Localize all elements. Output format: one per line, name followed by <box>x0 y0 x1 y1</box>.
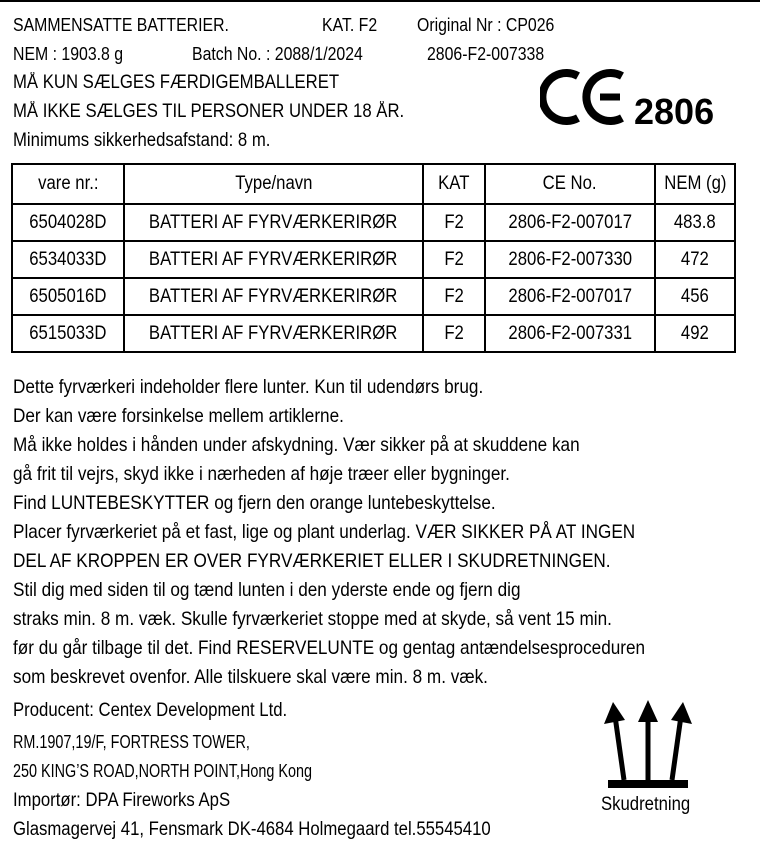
instruction-line: Stil dig med siden til og tænd lunten i den yderste ende og fjern dig <box>13 579 521 601</box>
ce-number-cell: 2806-F2-007330 <box>485 241 655 278</box>
shooting-direction-arrows-icon <box>600 700 692 790</box>
nem-weight: NEM : 1903.8 g <box>13 44 124 64</box>
ce-number-cell: 2806-F2-007017 <box>485 204 655 241</box>
table-row <box>12 204 735 241</box>
instruction-line: Må ikke holdes i hånden under afskydning. Vær sikker på at skuddene kan <box>13 434 580 456</box>
category-cell: F2 <box>423 204 485 241</box>
column-header-type-name: Type/navn <box>124 164 423 204</box>
instruction-line: Dette fyrværkeri indeholder flere lunter. Kun til udendørs brug. <box>13 376 484 398</box>
nem-cell: 456 <box>655 278 735 315</box>
nem-cell: 492 <box>655 315 735 352</box>
category-label: KAT. F2 <box>322 15 378 35</box>
column-header-category: KAT <box>423 164 485 204</box>
instruction-line: straks min. 8 m. væk. Skulle fyrværkeriet stoppe med at skyde, så vent 15 min. <box>13 608 612 630</box>
ce-mark-icon <box>540 64 630 130</box>
product-title: SAMMENSATTE BATTERIER. <box>13 15 229 35</box>
warning-packaged: MÅ KUN SÆLGES FÆRDIGEMBALLERET <box>13 72 340 93</box>
importer-address: Glasmagervej 41, Fensmark DK-4684 Holmegaard tel.55545410 <box>13 819 491 840</box>
producer-name: Producent: Centex Development Ltd. <box>13 700 288 721</box>
type-name-cell: BATTERI AF FYRVÆRKERIRØR <box>124 241 423 278</box>
item-number-cell: 6515033D <box>12 315 124 352</box>
batch-number: Batch No. : 2088/1/2024 <box>192 44 363 64</box>
instruction-line: Find LUNTEBESKYTTER og fjern den orange luntebeskyttelse. <box>13 492 496 514</box>
importer-name: Importør: DPA Fireworks ApS <box>13 790 231 811</box>
instruction-line: gå frit til vejrs, skyd ikke i nærheden af høje træer eller bygninger. <box>13 463 510 485</box>
warning-age: MÅ IKKE SÆLGES TIL PERSONER UNDER 18 ÅR. <box>13 101 405 122</box>
nem-cell: 472 <box>655 241 735 278</box>
ce-number-cell: 2806-F2-007017 <box>485 278 655 315</box>
item-number-cell: 6534033D <box>12 241 124 278</box>
ce-number-cell: 2806-F2-007331 <box>485 315 655 352</box>
shooting-direction-label: Skudretning <box>601 794 691 815</box>
column-header-item-number: vare nr.: <box>12 164 124 204</box>
table-header-row <box>12 164 735 204</box>
safety-distance: Minimums sikkerhedsafstand: 8 m. <box>13 130 271 151</box>
type-name-cell: BATTERI AF FYRVÆRKERIRØR <box>124 204 423 241</box>
item-number-cell: 6504028D <box>12 204 124 241</box>
instruction-line: som beskrevet ovenfor. Alle tilskuere skal være min. 8 m. væk. <box>13 666 488 688</box>
category-cell: F2 <box>423 278 485 315</box>
instruction-line: DEL AF KROPPEN ER OVER FYRVÆRKERIET ELLER I SKUDRETNINGEN. <box>13 550 611 572</box>
instruction-line: før du går tilbage til det. Find RESERVELUNTE og gentag antændelsesproceduren <box>13 637 646 659</box>
type-name-cell: BATTERI AF FYRVÆRKERIRØR <box>124 278 423 315</box>
notified-body-number: 2806 <box>634 91 715 132</box>
type-name-cell: BATTERI AF FYRVÆRKERIRØR <box>124 315 423 352</box>
item-number-cell: 6505016D <box>12 278 124 315</box>
table-row <box>12 315 735 352</box>
producer-address-line2: 250 KING’S ROAD,NORTH POINT,Hong Kong <box>13 761 313 781</box>
category-cell: F2 <box>423 315 485 352</box>
table-row <box>12 278 735 315</box>
top-border-line <box>0 0 760 2</box>
nem-cell: 483.8 <box>655 204 735 241</box>
product-table <box>11 163 736 353</box>
producer-address-line1: RM.1907,19/F, FORTRESS TOWER, <box>13 732 250 752</box>
instruction-line: Placer fyrværkeriet på et fast, lige og plant underlag. VÆR SIKKER PÅ AT INGEN <box>13 521 636 543</box>
column-header-ce-number: CE No. <box>485 164 655 204</box>
table-row <box>12 241 735 278</box>
original-number: Original Nr : CP026 <box>417 15 555 35</box>
category-cell: F2 <box>423 241 485 278</box>
instruction-line: Der kan være forsinkelse mellem artiklerne. <box>13 405 344 427</box>
column-header-nem: NEM (g) <box>655 164 735 204</box>
ce-code: 2806-F2-007338 <box>427 44 545 64</box>
